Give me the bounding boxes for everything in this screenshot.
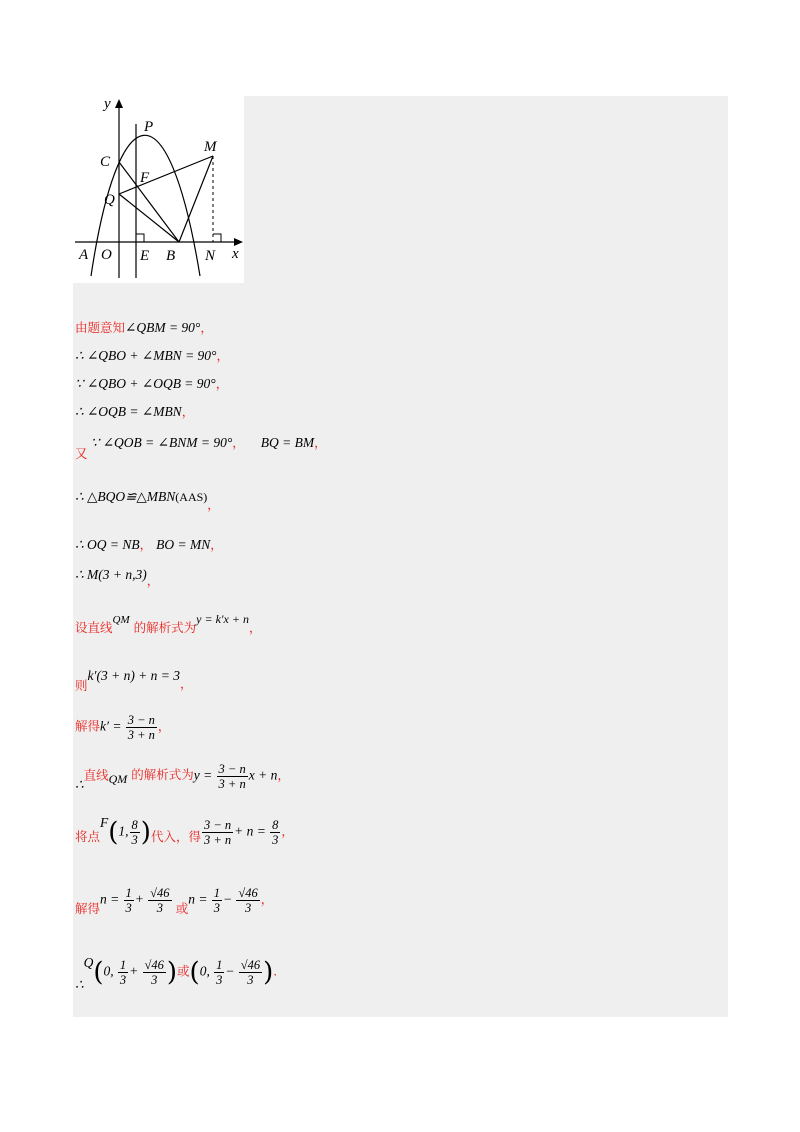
fraction-slope-2: $\frac{3 - n}{3 + n}$ [203,818,232,847]
line-4: ∴ ∠OQB = ∠MBN， [75,404,195,419]
line-13: 将点F(1, $\frac{8}{3}$ )代入，得 $\frac{3 - n}{3 + n}$ + n = $\frac{8}{3}$ ， [75,815,294,848]
fraction-F-y: $\frac{8}{3}$ [131,818,138,847]
y-axis-arrow-icon [115,99,123,108]
label-Q: Q [104,192,115,208]
label-N: N [205,248,216,264]
fraction-k: $\frac{3 - n}{3 + n}$ [127,713,155,742]
geometry-figure [73,96,244,283]
line-9: 设直线$^{QM}$ 的解析式为y = k′x + n， [75,612,262,635]
label-B: B [166,248,176,264]
line-7: ∴ OQ = NB， BO = MN， [75,537,223,552]
line-1: 由题意知∠QBM = 90°， [75,320,213,335]
line-11: 解得k′ = $\frac{3 - n}{3 + n}$ ， [75,713,171,742]
line-6: ∴ △BQO≌△MBN(AAS)， [75,489,220,512]
segment-QM [119,156,213,194]
label-P: P [144,119,154,135]
label-C: C [100,154,111,170]
line-3: ∵ ∠QBO + ∠OQB = 90°， [75,376,229,391]
right-angle-N-icon [213,234,221,242]
parabola-diagram [73,96,244,283]
line-2: ∴ ∠QBO + ∠MBN = 90°， [75,348,229,363]
label-x: x [232,246,239,262]
label-O: O [101,247,112,263]
line-15: ∴Q(0, $\frac{1}{3}$ + $\frac{√46}{3}$ )或(0, $\frac{1}{3}$ − $\frac{√46}{3}$ ). [75,955,278,993]
line-5: 又 ∵ ∠QOB = ∠BNM = 90°， BQ = BM， [75,435,327,461]
line-14: 解得n = $\frac{1}{3}$ + $\frac{√46}{3}$ 或n = $\frac{1}{3}$ − $\frac{√46}{3}$ ， [75,886,274,917]
label-A: A [79,247,89,263]
label-M: M [204,139,217,155]
line-10: 则k′(3 + n) + n = 3， [75,668,193,693]
label-E: E [140,248,150,264]
label-F: F [140,170,150,186]
fraction-slope: $\frac{3 - n}{3 + n}$ [218,762,246,791]
line-8: ∴ M(3 + n,3)， [75,567,160,588]
label-y: y [104,96,111,112]
x-axis-arrow-icon [234,238,243,246]
line-12: ∴直线QM 的解析式为y = $\frac{3 - n}{3 + n}$ x + n， [75,762,290,793]
fraction-eight-thirds: $\frac{8}{3}$ [272,818,279,847]
right-angle-E-icon [136,234,144,242]
